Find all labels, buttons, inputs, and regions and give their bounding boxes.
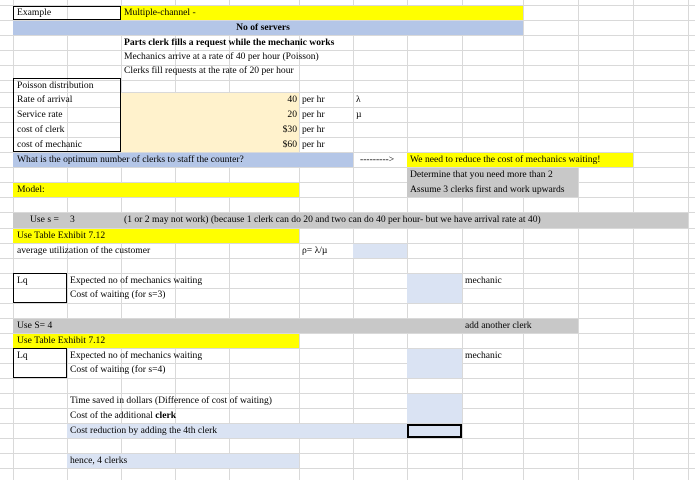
param-unit: per hr bbox=[302, 139, 325, 150]
param-unit: per hr bbox=[302, 94, 325, 105]
param-unit: per hr bbox=[302, 124, 325, 135]
lambda-symbol: λ bbox=[356, 94, 361, 105]
problem-line-1: Parts clerk fills a request while the mechanic works bbox=[124, 37, 335, 48]
param-value[interactable]: $30 bbox=[282, 124, 297, 135]
add-clerk-label: add another clerk bbox=[465, 320, 532, 331]
param-label: Service rate bbox=[17, 109, 63, 120]
problem-line-2: Mechanics arrive at a rate of 40 per hour (Poisson) bbox=[124, 51, 319, 62]
mechanic-label: mechanic bbox=[465, 275, 502, 286]
lq-label: Lq bbox=[17, 275, 28, 286]
mechanic-label: mechanic bbox=[465, 350, 502, 361]
param-value[interactable]: 20 bbox=[287, 109, 297, 120]
param-label: cost of mechanic bbox=[17, 139, 82, 150]
rho-formula: ρ= λ/µ bbox=[302, 245, 328, 256]
param-value[interactable]: 40 bbox=[287, 94, 297, 105]
lq-label: Lq bbox=[17, 350, 28, 361]
param-label: Rate of arrival bbox=[17, 94, 73, 105]
question-text: What is the optimum number of clerks to staff the counter? bbox=[17, 154, 244, 165]
cost-wait-label: Cost of waiting (for s=4) bbox=[70, 364, 166, 375]
sheet-subtitle: No of servers bbox=[236, 22, 290, 33]
cost-additional-label: Cost of the additional clerk bbox=[70, 410, 177, 421]
problem-line-3: Clerks fill requests at the rate of 20 per hour bbox=[124, 65, 294, 76]
note-line-2: Determine that you need more than 2 bbox=[410, 169, 553, 180]
mu-symbol: µ bbox=[356, 109, 362, 120]
poisson-label: Poisson distribution bbox=[17, 80, 94, 91]
selected-cell[interactable] bbox=[407, 424, 462, 438]
use-s4-label: Use S= 4 bbox=[17, 320, 53, 331]
use-s3-value[interactable]: 3 bbox=[70, 214, 75, 225]
example-label: Example bbox=[17, 7, 52, 18]
param-label: cost of clerk bbox=[17, 124, 65, 135]
note-line-1: We need to reduce the cost of mechanics waiting! bbox=[410, 154, 601, 165]
cost-wait-label: Cost of waiting (for s=3) bbox=[70, 289, 166, 300]
note-line-3: Assume 3 clerks first and work upwards bbox=[410, 184, 565, 195]
expected-label: Expected no of mechanics waiting bbox=[70, 275, 203, 286]
sheet-title: Multiple-channel - bbox=[124, 7, 196, 18]
arrow-text: ---------> bbox=[360, 154, 395, 165]
avg-util-label: average utilization of the customer bbox=[17, 245, 151, 256]
expected-label: Expected no of mechanics waiting bbox=[70, 350, 203, 361]
param-value[interactable]: $60 bbox=[282, 139, 297, 150]
use-table-label: Use Table Exhibit 7.12 bbox=[17, 335, 106, 346]
time-saved-label: Time saved in dollars (Difference of cost of waiting) bbox=[70, 395, 272, 406]
param-unit: per hr bbox=[302, 109, 325, 120]
use-s3-note: (1 or 2 may not work) (because 1 clerk can do 20 and two can do 40 per hour- but we have arrival rate at 40) bbox=[124, 214, 541, 225]
model-label: Model: bbox=[17, 184, 45, 195]
conclusion-text: hence, 4 clerks bbox=[70, 455, 128, 466]
use-s3-label: Use s = bbox=[30, 214, 59, 225]
cost-reduction-label: Cost reduction by adding the 4th clerk bbox=[70, 425, 218, 436]
use-table-label: Use Table Exhibit 7.12 bbox=[17, 230, 106, 241]
